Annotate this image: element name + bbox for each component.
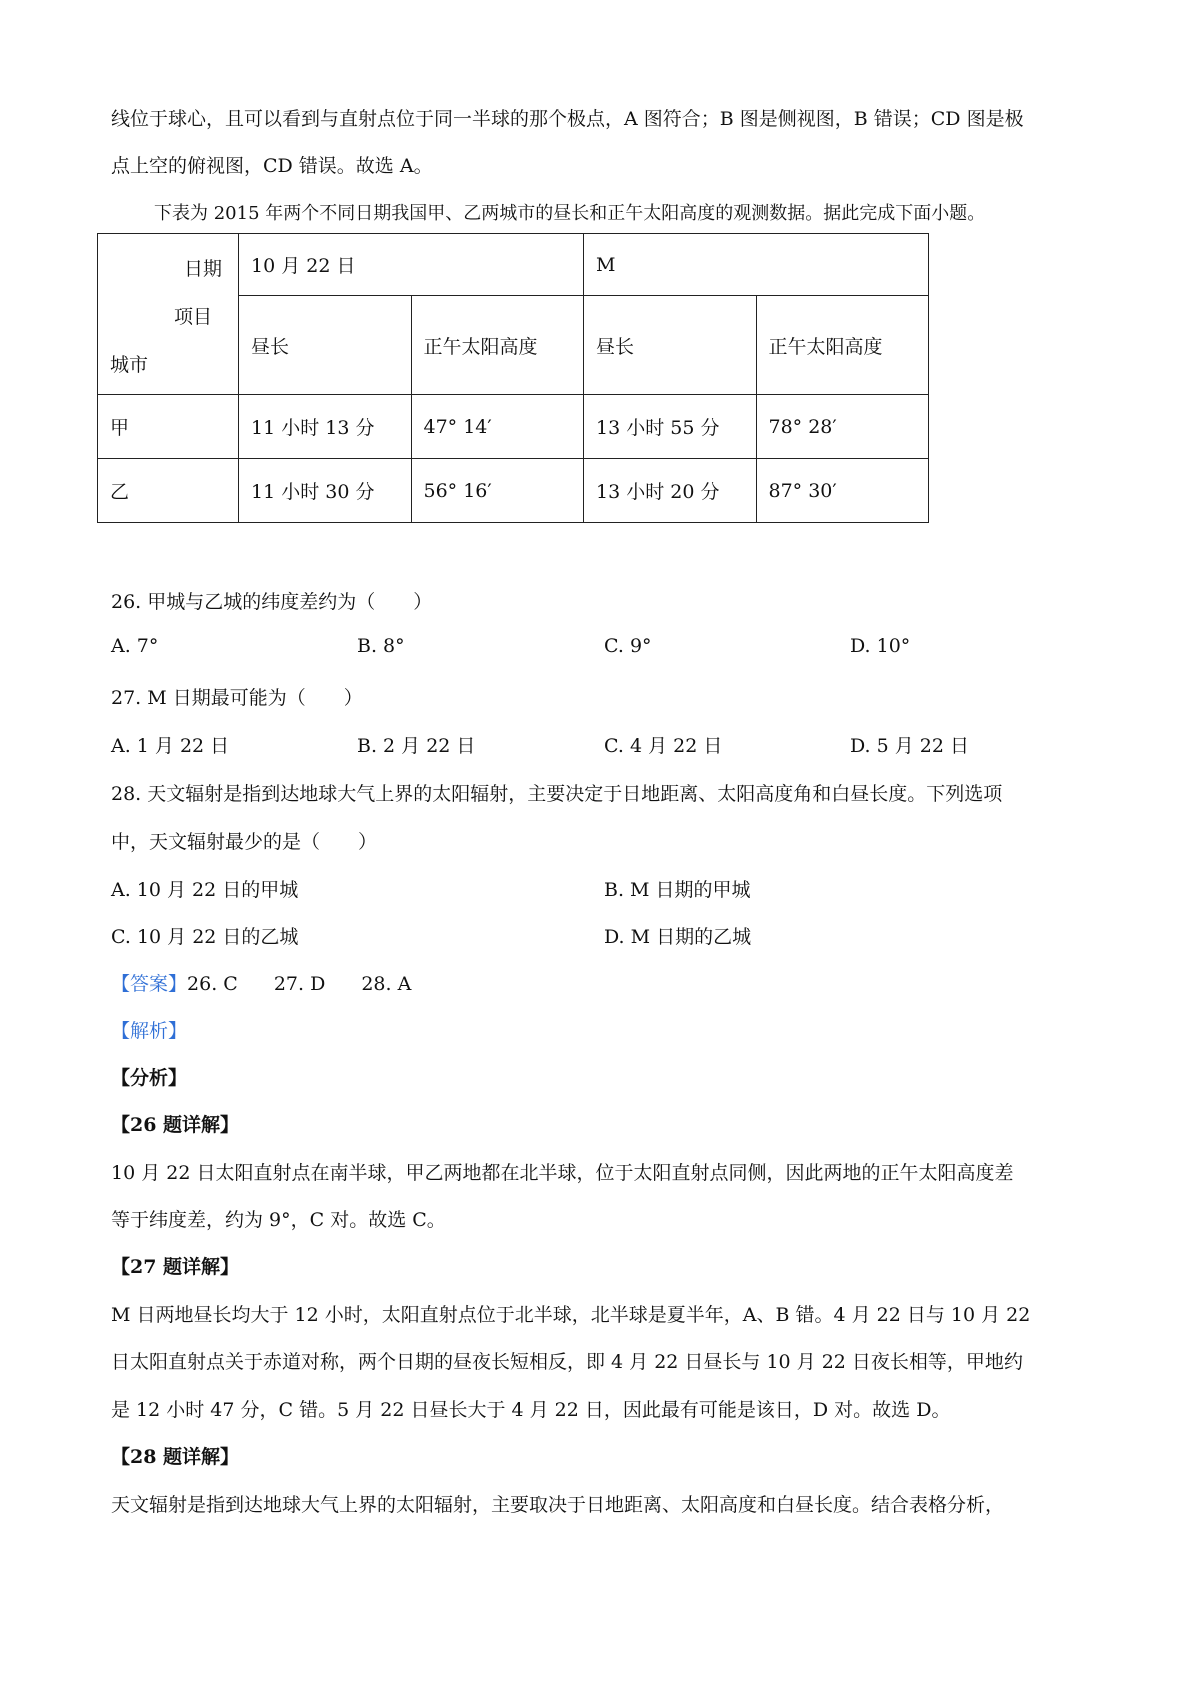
table-row	[98, 395, 929, 459]
analysis-label: 【解析】	[111, 1020, 188, 1042]
detail-27-line-3: 是 12 小时 47 分，C 错。5 月 22 日昼长大于 4 月 22 日，因此最有可能是该日，D 对。故选 D。	[111, 1399, 951, 1421]
corner-city-label: 城市	[110, 354, 149, 376]
q28-option-b: B. M 日期的甲城	[604, 879, 751, 901]
corner-date-label: 日期	[184, 258, 223, 280]
answer-item: 28. A	[361, 973, 412, 995]
q27-option-d: D. 5 月 22 日	[850, 735, 970, 757]
detail-27-line-2: 日太阳直射点关于赤道对称，两个日期的昼夜长短相反，即 4 月 22 日昼长与 10 月 22 日夜长相等，甲地约	[111, 1351, 1023, 1373]
observation-table	[97, 233, 929, 523]
answer-label: 【答案】	[111, 973, 188, 995]
table-cell: 11 小时 30 分	[239, 459, 412, 523]
q27-option-c: C. 4 月 22 日	[604, 735, 723, 757]
table-cell: 47° 14′	[411, 395, 584, 459]
subheader-daylength-1: 昼长	[239, 296, 412, 395]
q28-option-a: A. 10 月 22 日的甲城	[111, 879, 299, 901]
answer-item: 26. C	[187, 973, 238, 995]
row-city: 乙	[98, 459, 239, 523]
answer-item: 27. D	[273, 973, 326, 995]
date-header-1: 10 月 22 日	[239, 234, 584, 296]
question-28-stem-line-1: 28. 天文辐射是指到达地球大气上界的太阳辐射，主要决定于日地距离、太阳高度角和白昼长度。下列选项	[111, 783, 1003, 805]
table-cell: 11 小时 13 分	[239, 395, 412, 459]
question-26-stem: 26. 甲城与乙城的纬度差约为（ ）	[111, 591, 433, 613]
q28-option-d: D. M 日期的乙城	[604, 926, 752, 948]
intro-line-2: 点上空的俯视图，CD 错误。故选 A。	[111, 155, 433, 177]
table-row	[98, 459, 929, 523]
table-cell: 13 小时 20 分	[584, 459, 757, 523]
q26-option-d: D. 10°	[850, 635, 911, 657]
fenxi-label: 【分析】	[111, 1067, 188, 1089]
intro-line-1: 线位于球心，且可以看到与直射点位于同一半球的那个极点，A 图符合；B 图是侧视图，B 错误；CD 图是极	[111, 108, 1024, 130]
answer-line	[111, 969, 411, 996]
detail-26-title: 【26 题详解】	[111, 1114, 240, 1136]
q26-option-a: A. 7°	[111, 635, 159, 657]
detail-26-line-2: 等于纬度差，约为 9°，C 对。故选 C。	[111, 1209, 446, 1231]
table-cell: 56° 16′	[411, 459, 584, 523]
table-cell: 78° 28′	[756, 395, 929, 459]
row-city: 甲	[98, 395, 239, 459]
q26-option-c: C. 9°	[604, 635, 652, 657]
table-cell: 87° 30′	[756, 459, 929, 523]
subheader-noon-altitude-2: 正午太阳高度	[756, 296, 929, 395]
q26-option-b: B. 8°	[357, 635, 405, 657]
table-intro: 下表为 2015 年两个不同日期我国甲、乙两城市的昼长和正午太阳高度的观测数据。据此完成下面小题。	[154, 203, 986, 224]
q27-option-a: A. 1 月 22 日	[111, 735, 230, 757]
table-corner-cell	[98, 234, 239, 395]
q27-option-b: B. 2 月 22 日	[357, 735, 476, 757]
detail-28-line-1: 天文辐射是指到达地球大气上界的太阳辐射，主要取决于日地距离、太阳高度和白昼长度。结合表格分析，	[111, 1494, 1005, 1516]
table-cell: 13 小时 55 分	[584, 395, 757, 459]
date-header-2: M	[584, 234, 929, 296]
detail-28-title: 【28 题详解】	[111, 1446, 240, 1468]
q28-option-c: C. 10 月 22 日的乙城	[111, 926, 299, 948]
question-27-stem: 27. M 日期最可能为（ ）	[111, 687, 363, 709]
subheader-daylength-2: 昼长	[584, 296, 757, 395]
detail-27-line-1: M 日两地昼长均大于 12 小时，太阳直射点位于北半球，北半球是夏半年，A、B 错。4 月 22 日与 10 月 22	[111, 1304, 1031, 1326]
subheader-noon-altitude-1: 正午太阳高度	[411, 296, 584, 395]
corner-item-label: 项目	[174, 306, 213, 328]
question-28-stem-line-2: 中，天文辐射最少的是（ ）	[111, 831, 378, 853]
detail-27-title: 【27 题详解】	[111, 1256, 240, 1278]
detail-26-line-1: 10 月 22 日太阳直射点在南半球，甲乙两地都在北半球，位于太阳直射点同侧，因此两地的正午太阳高度差	[111, 1162, 1014, 1184]
